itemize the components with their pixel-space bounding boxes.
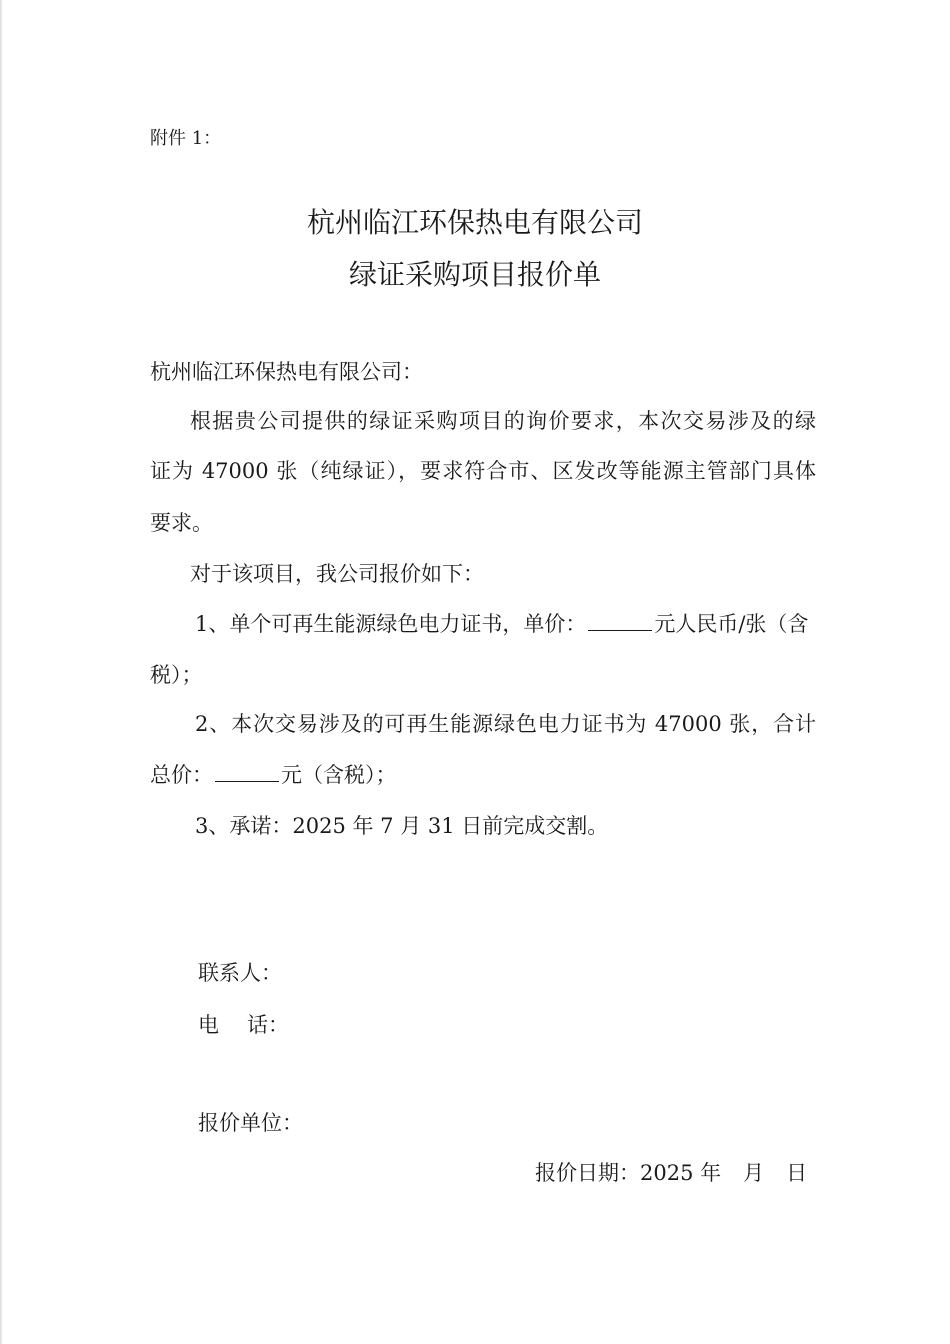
- quoting-unit-label: 报价单位：: [198, 1111, 303, 1135]
- phone-label: [198, 1009, 289, 1039]
- intro-line-1: 根据贵公司提供的绿证采购项目的询价要求，本次交易涉及的绿: [190, 409, 816, 433]
- quote-date-day: 日: [786, 1161, 808, 1185]
- item-2-line-1: 2、本次交易涉及的可再生能源绿色电力证书为 47000 张，合计: [195, 712, 816, 736]
- item-1-line-1: [195, 608, 808, 638]
- item-3: 3、承诺：2025 年 7 月 31 日前完成交割。: [195, 814, 609, 838]
- quote-lead: 对于该项目，我公司报价如下：: [190, 562, 484, 586]
- title-company: 杭州临江环保热电有限公司: [306, 206, 643, 239]
- phone-label-char-2: 话：: [247, 1013, 289, 1037]
- quote-date-month: 月: [743, 1161, 765, 1185]
- item-1-line-2: 税）；: [150, 663, 203, 687]
- intro-line-3: 要求。: [150, 511, 213, 535]
- attachment-label: 附件 1：: [150, 128, 222, 149]
- item-2-text-after: 元（含税）；: [281, 763, 397, 787]
- phone-label-char-1: 电: [198, 1013, 219, 1037]
- addressee: 杭州临江环保热电有限公司：: [150, 360, 423, 384]
- total-price-blank[interactable]: [215, 763, 279, 782]
- item-1-text-before: 1、单个可再生能源绿色电力证书，单价：: [195, 612, 587, 636]
- item-2-line-2: [150, 759, 397, 789]
- unit-price-blank[interactable]: [588, 612, 652, 631]
- contact-label: 联系人：: [198, 961, 282, 985]
- item-2-text-before: 总价：: [150, 763, 213, 787]
- quote-date: [535, 1157, 807, 1187]
- intro-line-2: 证为 47000 张（纯绿证），要求符合市、区发改等能源主管部门具体: [150, 459, 816, 483]
- item-1-text-after: 元人民币/张（含: [654, 612, 809, 636]
- quote-date-label: 报价日期：2025 年: [535, 1161, 722, 1185]
- title-document: 绿证采购项目报价单: [348, 258, 601, 291]
